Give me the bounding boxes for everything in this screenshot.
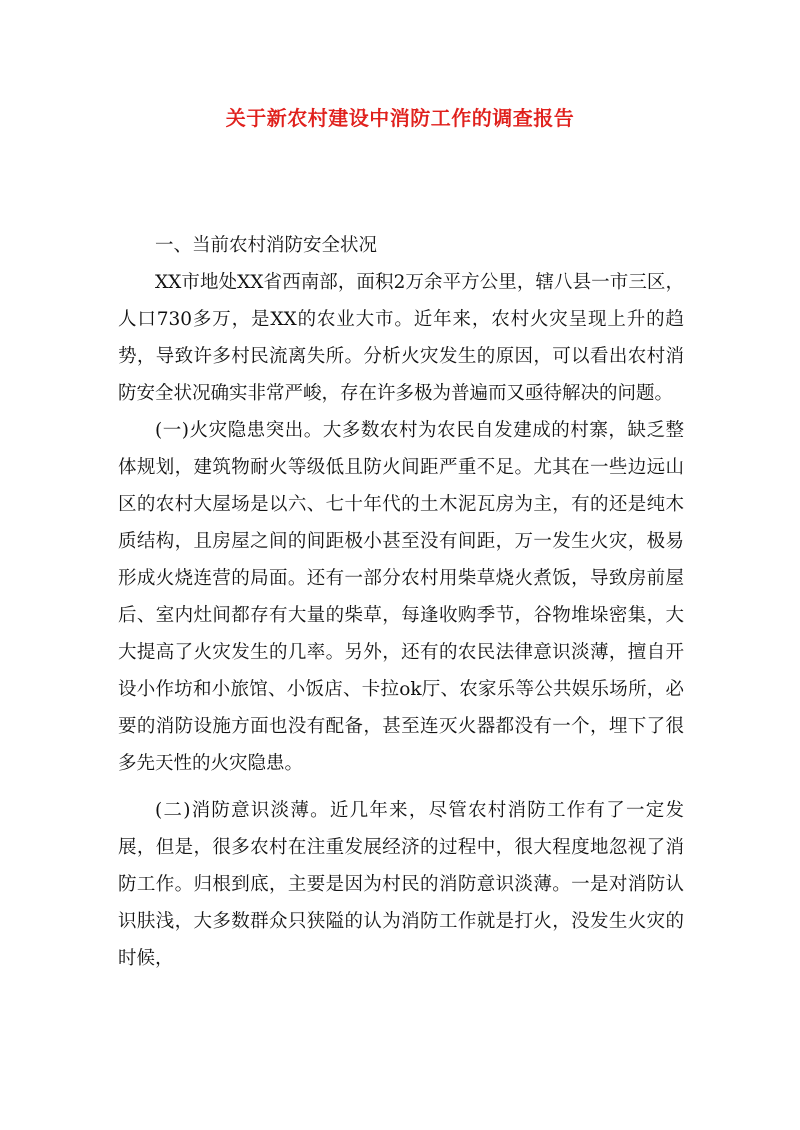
paragraph-overview: XX市地处XX省西南部，面积2万余平方公里，辖八县一市三区，人口730多万，是XX的农业大市。近年来，农村火灾呈现上升的趋势，导致许多村民流离失所。分析火灾发生的原因，可以看出农村消防安全状况确实非常严峻，存在许多极为普遍而又亟待解决的问题。 [118, 272, 684, 404]
paragraph-fire-hazards: (一)火灾隐患突出。大多数农村为农民自发建成的村寨，缺乏整体规划，建筑物耐火等级低且防火间距严重不足。尤其在一些边远山区的农村大屋场是以六、七十年代的土木泥瓦房为主，有的还是纯木质结构，且房屋之间的间距极小甚至没有间距，万一发生火灾，极易形成火烧连营的局面。还有一部分农村用柴草烧火煮饭，导致房前屋后、室内灶间都存有大量的柴草，每逢收购季节，谷物堆垛密集，大大提高了火灾发生的几率。另外，还有的农民法律意识淡薄，擅自开设小作坊和小旅馆、小饭店、卡拉ok厅、农家乐等公共娱乐场所，必要的消防设施方面也没有配备，甚至连灭火器都没有一个，埋下了很多先天性的火灾隐患。 [118, 420, 684, 774]
document-body [118, 227, 684, 977]
document-title: 关于新农村建设中消防工作的调查报告 [225, 106, 575, 130]
paragraph-fire-awareness: (二)消防意识淡薄。近几年来，尽管农村消防工作有了一定发展，但是，很多农村在注重发展经济的过程中，很大程度地忽视了消防工作。归根到底，主要是因为村民的消防意识淡薄。一是对消防认识肤浅，大多数群众只狭隘的认为消防工作就是打火，没发生火灾的时候， [118, 800, 684, 969]
section-heading: 一、当前农村消防安全状况 [155, 235, 378, 256]
